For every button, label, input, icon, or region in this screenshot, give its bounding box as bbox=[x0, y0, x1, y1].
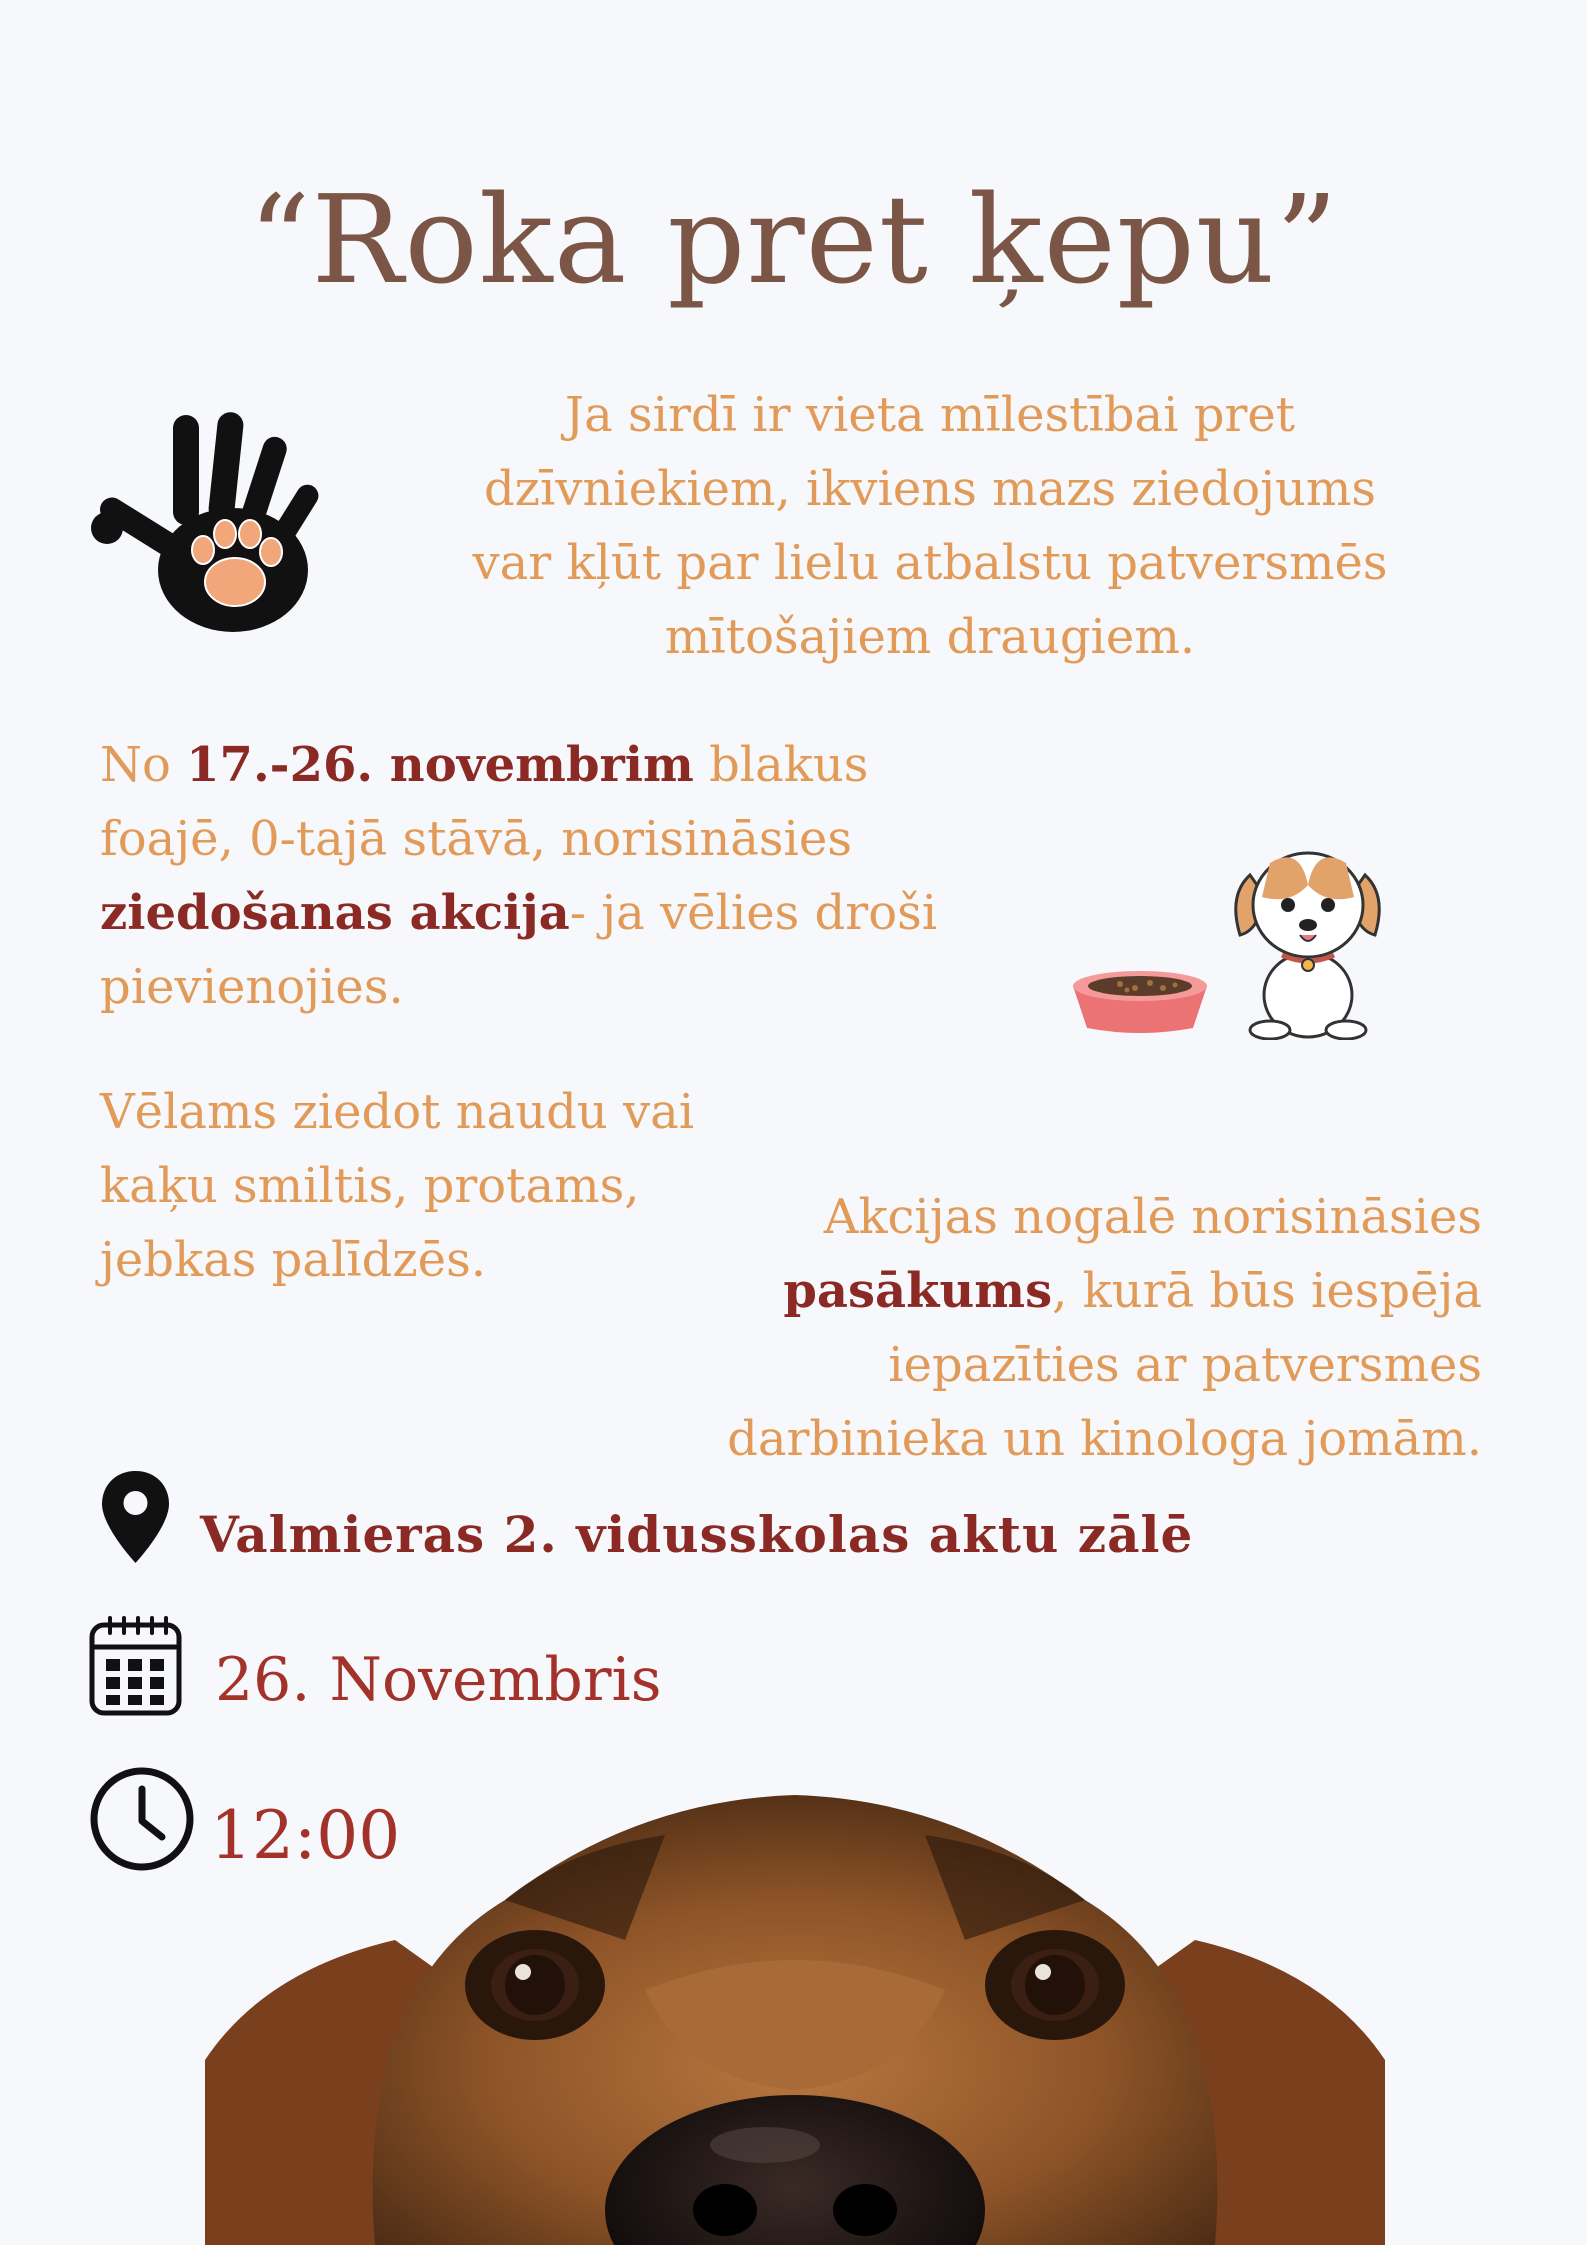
donate-line: jebkas palīdzēs. bbox=[100, 1232, 486, 1288]
collection-line: foajē, 0-tajā stāvā, norisināsies bbox=[100, 811, 852, 867]
collection-rest: - ja vēlies droši bbox=[569, 885, 938, 941]
food-bowl-icon bbox=[1065, 958, 1215, 1038]
event-rest: , kurā būs iespēja bbox=[1052, 1263, 1482, 1319]
event-line: iepazīties ar patversmes bbox=[888, 1337, 1482, 1393]
event-highlight: pasākums bbox=[783, 1263, 1053, 1319]
collection-text bbox=[100, 728, 960, 1024]
handprint-paw-icon bbox=[85, 410, 335, 635]
donate-line: kaķu smiltis, protams, bbox=[100, 1158, 640, 1214]
intro-line: var kļūt par lielu atbalstu patversmēs bbox=[472, 535, 1388, 591]
location-pin-icon bbox=[98, 1467, 173, 1567]
intro-line: mītošajiem draugiem. bbox=[664, 609, 1196, 665]
poster-title: “Roka pret ķepu” bbox=[248, 169, 1339, 311]
intro-line: dzīvniekiem, ikviens mazs ziedojums bbox=[483, 461, 1377, 517]
collection-highlight: ziedošanas akcija bbox=[100, 885, 570, 941]
puppy-illustration bbox=[1230, 835, 1385, 1040]
event-line: darbinieka un kinologa jomām. bbox=[727, 1411, 1482, 1467]
collection-dates: 17.-26. novembrim bbox=[186, 737, 694, 793]
calendar-icon bbox=[88, 1615, 183, 1717]
collection-rest: blakus bbox=[693, 737, 869, 793]
clock-icon bbox=[88, 1765, 196, 1873]
event-text bbox=[690, 1180, 1482, 1476]
event-location: Valmieras 2. vidusskolas aktu zālē bbox=[200, 1505, 1194, 1564]
collection-line: pievienojies. bbox=[100, 959, 404, 1015]
event-time: 12:00 bbox=[210, 1797, 401, 1874]
collection-prefix: No bbox=[100, 737, 187, 793]
event-line: Akcijas nogalē norisināsies bbox=[823, 1189, 1482, 1245]
donate-line: Vēlams ziedot naudu vai bbox=[100, 1084, 695, 1140]
intro-line: Ja sirdī ir vieta mīlestībai pret bbox=[564, 387, 1296, 443]
intro-text bbox=[430, 378, 1430, 674]
event-date: 26. Novembris bbox=[215, 1645, 662, 1715]
